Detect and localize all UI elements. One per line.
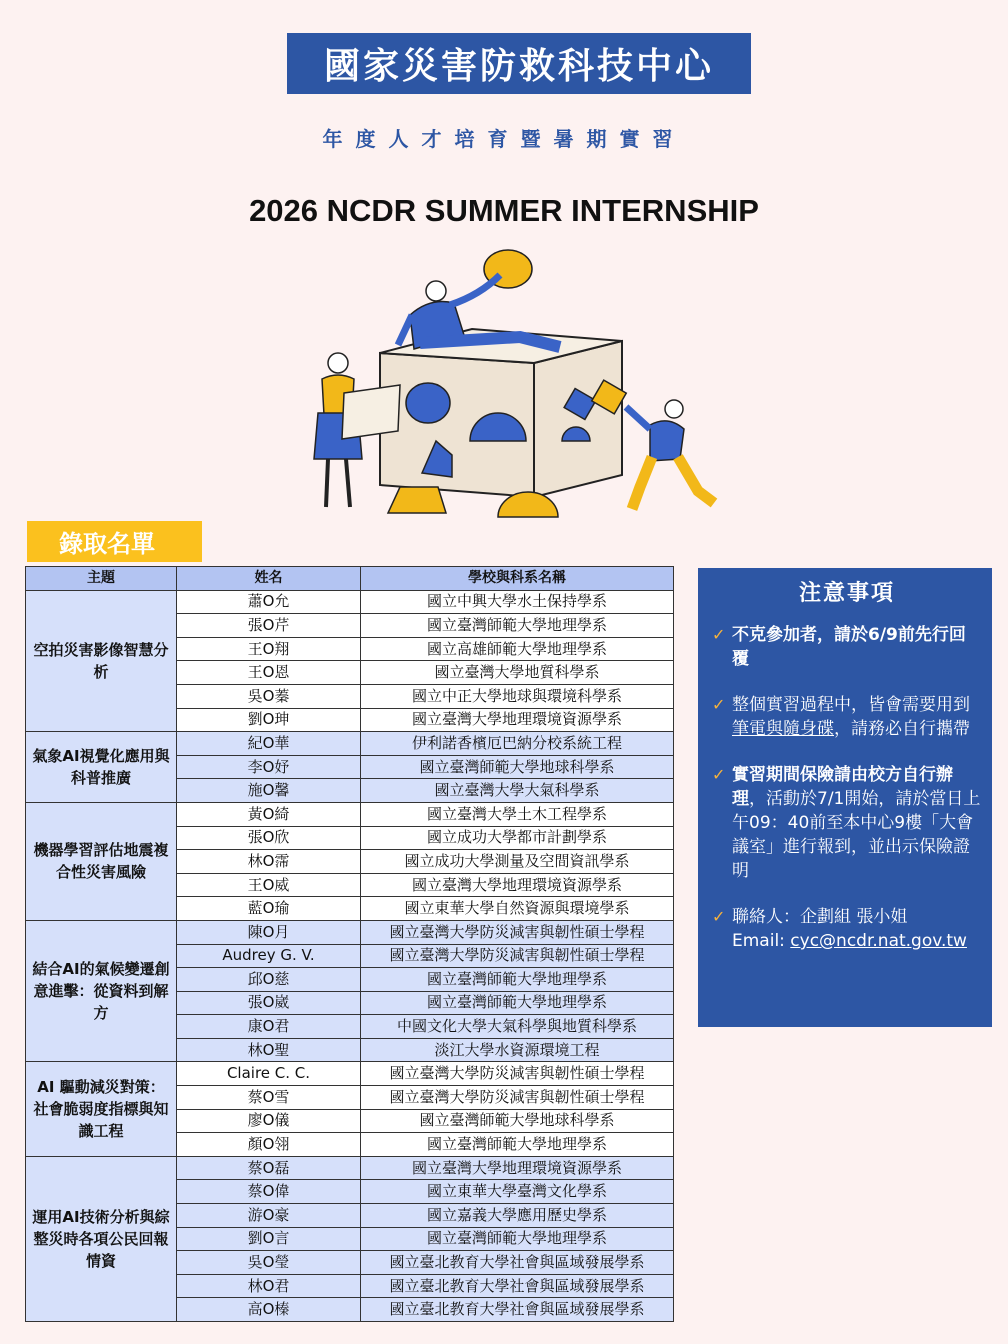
name-cell: 林O聖 <box>177 1038 361 1062</box>
column-header-school: 學校與科系名稱 <box>361 567 674 591</box>
school-cell: 淡江大學水資源環境工程 <box>361 1038 674 1062</box>
topic-cell: AI 驅動減災對策：社會脆弱度指標與知識工程 <box>26 1062 177 1156</box>
school-cell: 國立臺灣師範大學地球科學系 <box>361 1109 674 1133</box>
school-cell: 國立臺灣大學防災減害與韌性碩士學程 <box>361 1086 674 1110</box>
notice-text: 實習期間保險請由校方自行辦理，活動於7/1開始，請於當日上午09：40前至本中心9樓「大會議室」進行報到，並出示保險證明 <box>732 765 981 881</box>
admission-list-tag: 錄取名單 <box>27 521 202 562</box>
name-cell: 劉O言 <box>177 1227 361 1251</box>
table-row <box>26 920 674 944</box>
name-cell: 陳O月 <box>177 920 361 944</box>
name-cell: 邱O慈 <box>177 968 361 992</box>
school-cell: 國立臺北教育大學社會與區域發展學系 <box>361 1298 674 1322</box>
school-cell: 國立東華大學自然資源與環境學系 <box>361 897 674 921</box>
check-icon: ✓ <box>712 625 726 644</box>
school-cell: 國立嘉義大學應用歷史學系 <box>361 1204 674 1228</box>
table-row <box>26 802 674 826</box>
name-cell: 紀O華 <box>177 732 361 756</box>
school-cell: 國立臺灣大學地質科學系 <box>361 661 674 685</box>
name-cell: 顏O翎 <box>177 1133 361 1157</box>
admission-table <box>25 566 674 1322</box>
name-cell: 蔡O磊 <box>177 1156 361 1180</box>
column-header-name: 姓名 <box>177 567 361 591</box>
page-subtitle: 年度人才培育暨暑期實習 <box>322 127 686 151</box>
school-cell: 國立臺灣大學土木工程學系 <box>361 802 674 826</box>
school-cell: 國立高雄師範大學地理學系 <box>361 637 674 661</box>
topic-cell: 空拍災害影像智慧分析 <box>26 590 177 732</box>
school-cell: 國立臺北教育大學社會與區域發展學系 <box>361 1274 674 1298</box>
name-cell: 張O芹 <box>177 614 361 638</box>
check-icon: ✓ <box>712 907 726 926</box>
name-cell: 李O妤 <box>177 755 361 779</box>
name-cell: 王O恩 <box>177 661 361 685</box>
notice-item-reply <box>712 623 982 671</box>
school-cell: 國立臺灣師範大學地球科學系 <box>361 755 674 779</box>
school-cell: 國立臺灣大學地理環境資源學系 <box>361 873 674 897</box>
notice-text: 整個實習過程中，皆會需要用到筆電與隨身碟，請務必自行攜帶 <box>732 695 970 739</box>
topic-cell: 機器學習評估地震複合性災害風險 <box>26 802 177 920</box>
notice-text: 聯絡人：企劃組 張小姐 Email: cyc@ncdr.nat.gov.tw <box>732 907 967 951</box>
topic-cell: 結合AI的氣候變遷創意進擊：從資料到解方 <box>26 920 177 1062</box>
topic-cell: 氣象AI視覺化應用與科普推廣 <box>26 732 177 803</box>
name-cell: 王O威 <box>177 873 361 897</box>
school-cell: 國立東華大學臺灣文化學系 <box>361 1180 674 1204</box>
name-cell: 蕭O允 <box>177 590 361 614</box>
school-cell: 中國文化大學大氣科學與地質科學系 <box>361 1015 674 1039</box>
name-cell: 蔡O雪 <box>177 1086 361 1110</box>
school-cell: 國立中正大學地球與環境科學系 <box>361 684 674 708</box>
notice-text: 不克參加者，請於6/9前先行回覆 <box>732 625 966 669</box>
laptop-usb-emphasis: 筆電與隨身碟 <box>732 719 834 739</box>
name-cell: 張O欣 <box>177 826 361 850</box>
name-cell: 吳O瑩 <box>177 1251 361 1275</box>
notice-item-equipment <box>712 693 982 741</box>
school-cell: 國立臺灣師範大學地理學系 <box>361 614 674 638</box>
name-cell: 蔡O偉 <box>177 1180 361 1204</box>
teamwork-illustration <box>300 245 730 520</box>
school-cell: 國立臺灣大學防災減害與韌性碩士學程 <box>361 920 674 944</box>
notice-panel <box>698 568 992 1027</box>
table-row <box>26 732 674 756</box>
school-cell: 國立臺灣師範大學地理學系 <box>361 991 674 1015</box>
school-cell: 國立臺灣大學防災減害與韌性碩士學程 <box>361 944 674 968</box>
school-cell: 國立臺灣師範大學地理學系 <box>361 968 674 992</box>
table-body <box>26 590 674 1321</box>
check-icon: ✓ <box>712 695 726 714</box>
name-cell: 林O君 <box>177 1274 361 1298</box>
school-cell: 國立臺灣大學地理環境資源學系 <box>361 708 674 732</box>
check-icon: ✓ <box>712 765 726 784</box>
school-cell: 國立臺灣師範大學地理學系 <box>361 1133 674 1157</box>
notice-item-insurance <box>712 763 982 883</box>
name-cell: 施O馨 <box>177 779 361 803</box>
school-cell: 國立臺灣師範大學地理學系 <box>361 1227 674 1251</box>
table-header-row <box>26 567 674 591</box>
name-cell: 吳O蓁 <box>177 684 361 708</box>
school-cell: 國立成功大學測量及空間資訊學系 <box>361 850 674 874</box>
school-cell: 國立成功大學都市計劃學系 <box>361 826 674 850</box>
table-row <box>26 590 674 614</box>
name-cell: 張O崴 <box>177 991 361 1015</box>
name-cell: 劉O珅 <box>177 708 361 732</box>
school-cell: 國立臺灣大學大氣科學系 <box>361 779 674 803</box>
column-header-topic: 主題 <box>26 567 177 591</box>
school-cell: 伊利諾香檳厄巴納分校系統工程 <box>361 732 674 756</box>
school-cell: 國立臺灣大學地理環境資源學系 <box>361 1156 674 1180</box>
notice-item-contact <box>712 905 982 953</box>
topic-cell: 運用AI技術分析與綜整災時各項公民回報情資 <box>26 1156 177 1321</box>
school-cell: 國立中興大學水土保持學系 <box>361 590 674 614</box>
name-cell: Audrey G. V. <box>177 944 361 968</box>
name-cell: Claire C. C. <box>177 1062 361 1086</box>
page-title: 2026 NCDR SUMMER INTERNSHIP <box>249 193 759 228</box>
table-row <box>26 1156 674 1180</box>
school-cell: 國立臺灣大學防災減害與韌性碩士學程 <box>361 1062 674 1086</box>
name-cell: 王O翔 <box>177 637 361 661</box>
org-banner: 國家災害防救科技中心 <box>287 33 751 94</box>
name-cell: 林O霈 <box>177 850 361 874</box>
name-cell: 黃O綺 <box>177 802 361 826</box>
name-cell: 藍O瑜 <box>177 897 361 921</box>
school-cell: 國立臺北教育大學社會與區域發展學系 <box>361 1251 674 1275</box>
table-row <box>26 1062 674 1086</box>
contact-email-link[interactable]: cyc@ncdr.nat.gov.tw <box>790 931 967 951</box>
name-cell: 游O豪 <box>177 1204 361 1228</box>
notice-title: 注意事項 <box>798 581 895 606</box>
name-cell: 康O君 <box>177 1015 361 1039</box>
name-cell: 高O榛 <box>177 1298 361 1322</box>
name-cell: 廖O儀 <box>177 1109 361 1133</box>
